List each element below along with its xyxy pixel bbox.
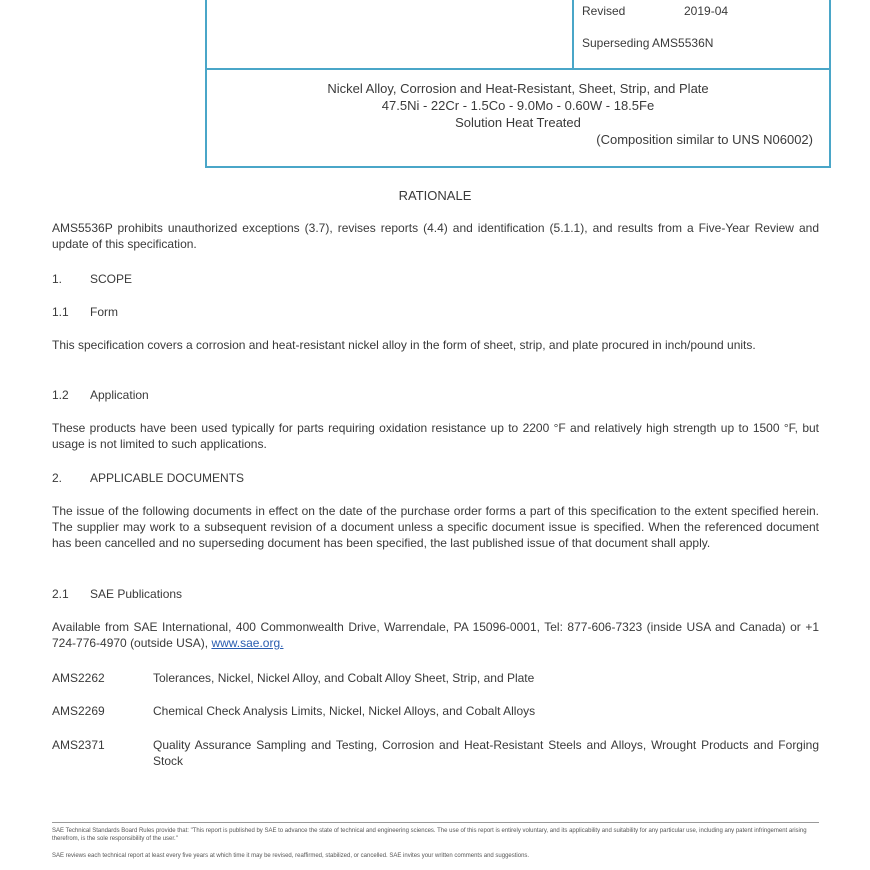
section-number: 1.	[52, 272, 63, 286]
rationale-text: AMS5536P prohibits unauthorized exceptions (3.7), revises reports (4.4) and identification (5.1.1), and results from a Five-Year Review and update of this specification.	[52, 221, 819, 251]
revised-date: 2019-04	[684, 4, 729, 18]
title-line: Nickel Alloy, Corrosion and Heat-Resistant, Sheet, Strip, and Plate	[327, 81, 709, 96]
section-title: SCOPE	[90, 272, 133, 286]
section-number: 1.1	[52, 305, 69, 319]
reference-description: Tolerances, Nickel, Nickel Alloy, and Cobalt Alloy Sheet, Strip, and Plate	[153, 671, 535, 685]
footer-disclaimer: SAE Technical Standards Board Rules provide that: "This report is published by SAE to advance the state of technical and engineering sciences. The use of this report is entirely voluntary, and its applicability and suitability for any particular use, including any patent infringement arising therefrom, is the sole responsibility of the user."	[52, 828, 807, 842]
header-top-row	[207, 0, 829, 70]
revised-label: Revised	[582, 4, 626, 18]
section-number: 2.	[52, 471, 63, 485]
reference-code: AMS2269	[52, 704, 105, 718]
section-title: SAE Publications	[90, 587, 183, 601]
title-line: Solution Heat Treated	[455, 115, 581, 130]
section-applicable-documents-heading	[52, 471, 244, 485]
section-number: 1.2	[52, 388, 69, 402]
section-title: Form	[90, 305, 118, 319]
sae-availability-text: Available from SAE International, 400 Commonwealth Drive, Warrendale, PA 15096-0001, Tel: 877-606-7323 (inside USA and Canada) or +1 724-776-4970 (outside USA),	[52, 620, 819, 650]
composition-note: (Composition similar to UNS N06002)	[596, 132, 813, 147]
form-paragraph: This specification covers a corrosion and heat-resistant nickel alloy in the form of sheet, strip, and plate procured in inch/pound units.	[52, 338, 756, 352]
reference-code: AMS2262	[52, 671, 105, 685]
reference-description: Quality Assurance Sampling and Testing, Corrosion and Heat-Resistant Steels and Alloys, Wrought Products and Forging Stock	[153, 738, 819, 768]
section-form-heading	[52, 305, 118, 319]
section-sae-publications-heading	[52, 587, 182, 601]
applicable-documents-paragraph: The issue of the following documents in effect on the date of the purchase order forms a part of this specification to the extent specified herein. The supplier may work to a subsequent revision of a document unless a specific document issue is specified. When the referenced document has been cancelled and no superseding document has been specified, the last published issue of that document shall apply.	[52, 504, 819, 550]
title-line: 47.5Ni - 22Cr - 1.5Co - 9.0Mo - 0.60W - 18.5Fe	[381, 98, 655, 113]
section-scope-heading	[52, 272, 132, 286]
sae-website-link[interactable]: www.sae.org.	[211, 636, 284, 650]
header-divider	[572, 0, 574, 68]
reference-code: AMS2371	[52, 738, 105, 752]
rationale-heading: RATIONALE	[398, 188, 472, 203]
sae-availability-paragraph	[52, 619, 819, 651]
section-number: 2.1	[52, 587, 69, 601]
superseding-note: Superseding AMS5536N	[582, 36, 714, 50]
reference-item	[52, 670, 819, 686]
reference-description: Chemical Check Analysis Limits, Nickel, Nickel Alloys, and Cobalt Alloys	[153, 704, 536, 718]
footer-divider	[52, 822, 819, 823]
application-paragraph: These products have been used typically for parts requiring oxidation resistance up to 2200 °F and relatively high strength up to 1500 °F, but usage is not limited to such applications.	[52, 421, 819, 451]
footer-review-note: SAE reviews each technical report at least every five years at which time it may be revised, reaffirmed, stabilized, or cancelled. SAE invites your written comments and suggestions.	[52, 853, 530, 859]
document-header-box	[205, 0, 831, 168]
reference-item	[52, 703, 819, 719]
section-title: Application	[90, 388, 149, 402]
section-title: APPLICABLE DOCUMENTS	[90, 471, 245, 485]
section-application-heading	[52, 388, 149, 402]
spec-title	[207, 80, 829, 148]
reference-item	[52, 737, 819, 769]
